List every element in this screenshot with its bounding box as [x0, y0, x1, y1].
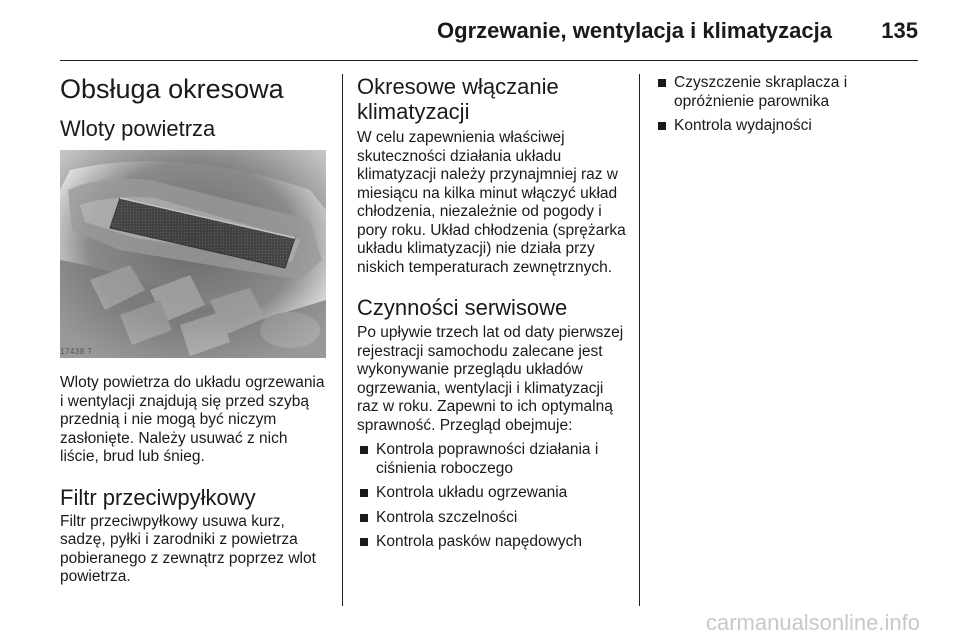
list-item: Kontrola układu ogrzewania	[357, 484, 629, 503]
bullet-square-icon	[658, 79, 666, 87]
subsection-heading: Czynności serwisowe	[357, 295, 568, 320]
column-2	[357, 74, 629, 558]
header-divider	[60, 60, 918, 61]
section-heading: Obsługa okresowa	[60, 74, 284, 104]
list-item: Kontrola poprawności działania i ciśnienia roboczego	[357, 441, 629, 478]
paragraph: W celu zapewnienia właściwej skuteczności działania układu klimatyzacji należy przynajmniej raz w miesiącu na kilka minut włączyć układ chłodzenia, niezależnie od pogody i pory roku. Układ chłodzenia (sprężarka układu klimatyzacji) nie działa przy niskich temperaturach zewnętrznych.	[357, 129, 626, 276]
paragraph: Filtr przeciwpyłkowy usuwa kurz, sadzę, pyłki i zarodniki z powietrza pobieranego z zewnątrz poprzez wlot powietrza.	[60, 512, 316, 585]
air-intake-figure	[60, 150, 326, 358]
air-intake-illustration	[60, 150, 326, 358]
bullet-square-icon	[360, 446, 368, 454]
bullet-square-icon	[658, 122, 666, 130]
subsection-heading: Filtr przeciwpyłkowy	[60, 484, 256, 510]
service-checklist	[357, 441, 629, 552]
page-number: 135	[881, 18, 918, 43]
paragraph: Po upływie trzech lat od daty pierwszej rejestracji samochodu zalecane jest wykonywanie przeglądu układów ogrzewania, wentylacji i klimatyzacji raz w roku. Zapewni to ich optymalną sprawność. Przegląd obejmuje:	[357, 324, 624, 434]
column-1	[60, 74, 328, 587]
service-checklist-continued	[655, 74, 920, 136]
list-item: Kontrola wydajności	[655, 117, 920, 136]
paragraph: Wloty powietrza do układu ogrzewania i wentylacji znajdują się przed szybą przednią i nie mogą być niczym zasłonięte. Należy usuwać z nich liście, brud lub śnieg.	[60, 374, 325, 465]
list-item: Kontrola pasków napędowych	[357, 533, 629, 552]
list-item: Czyszczenie skraplacza i opróżnienie parownika	[655, 74, 920, 111]
list-item: Kontrola szczelności	[357, 509, 629, 528]
column-divider-1	[342, 74, 343, 606]
bullet-square-icon	[360, 489, 368, 497]
subsection-heading: Wloty powietrza	[60, 116, 216, 141]
figure-id-label: 17438 T	[60, 347, 93, 356]
bullet-square-icon	[360, 514, 368, 522]
watermark: carmanualsonline.info	[705, 610, 920, 635]
column-3	[655, 74, 920, 142]
bullet-square-icon	[360, 538, 368, 546]
page-header-title: Ogrzewanie, wentylacja i klimatyzacja	[437, 18, 832, 43]
section-heading: Okresowe włączanie klimatyzacji	[357, 74, 559, 124]
column-divider-2	[639, 74, 640, 606]
